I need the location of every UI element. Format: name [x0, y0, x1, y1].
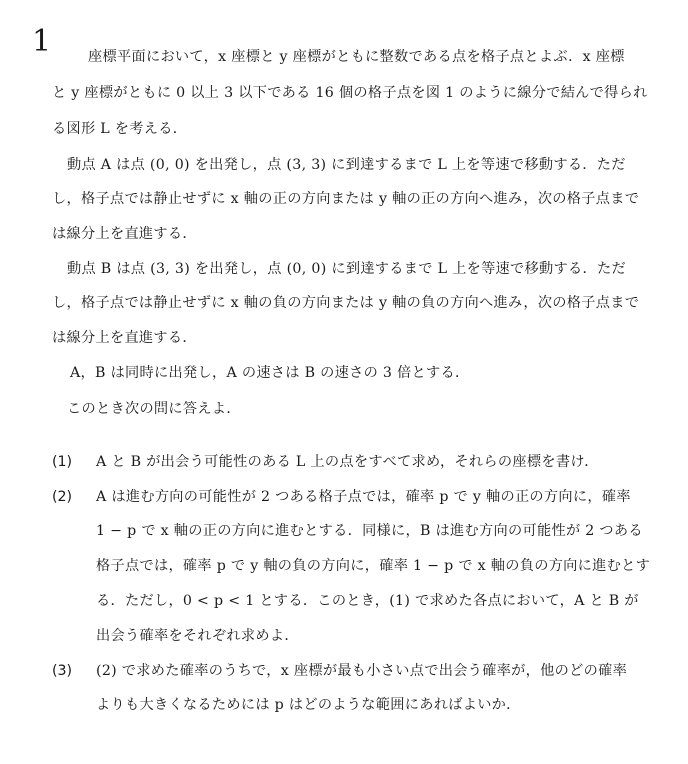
para-b-line-1: 動点 B は点 (3, 3) を出発し，点 (0, 0) に到達するまで L 上を等速で移動する．ただ: [67, 261, 626, 277]
subquestion-2-line-3: 格子点では，確率 p で y 軸の負の方向に，確率 1 − p で x 軸の負の方向に進むとす: [96, 558, 651, 574]
intro-line-1: 座標平面において，x 座標と y 座標がともに整数である点を格子点とよぶ．x 座標: [88, 49, 625, 65]
para-b-line-2: し，格子点では静止せずに x 軸の負の方向または y 軸の負の方向へ進み，次の格子点まで: [52, 295, 640, 311]
subquestion-3-label: (3): [52, 663, 73, 679]
subquestion-2-line-2: 1 − p で x 軸の正の方向に進むとする．同様に，B は進む方向の可能性が 2 つある: [96, 523, 643, 539]
subquestion-1-label: (1): [52, 454, 73, 470]
speed-statement: A，B は同時に出発し，A の速さは B の速さの 3 倍とする．: [70, 365, 470, 381]
subquestion-1-line-1: A と B が出会う可能性のある L 上の点をすべて求め，それらの座標を書け．: [96, 454, 599, 470]
subquestion-3-line-1: (2) で求めた確率のうちで，x 座標が最も小さい点で出会う確率が，他のどの確率: [96, 663, 628, 679]
subquestion-2-label: (2): [52, 489, 73, 505]
para-a-line-2: し，格子点では静止せずに x 軸の正の方向または y 軸の正の方向へ進み，次の格子点まで: [52, 191, 640, 207]
subquestion-3-line-2: よりも大きくなるためには p はどのような範囲にあればよいか．: [96, 697, 521, 713]
intro-line-3: る図形 L を考える．: [52, 121, 188, 137]
problem-number: 1: [32, 24, 52, 59]
para-b-line-3: は線分上を直進する．: [52, 330, 197, 346]
ask-statement: このとき次の問に答えよ．: [67, 401, 241, 417]
para-a-line-3: は線分上を直進する．: [52, 226, 197, 242]
para-a-line-1: 動点 A は点 (0, 0) を出発し，点 (3, 3) に到達するまで L 上を等速で移動する．ただ: [67, 157, 626, 173]
intro-line-2: と y 座標がともに 0 以上 3 以下である 16 個の格子点を図 1 のように線分で結んで得られ: [52, 85, 648, 101]
subquestion-2-line-4: る．ただし，0 < p < 1 とする．このとき，(1) で求めた各点において，A と B が: [96, 593, 639, 609]
subquestion-2-line-1: A は進む方向の可能性が 2 つある格子点では，確率 p で y 軸の正の方向に，確率: [96, 489, 631, 505]
subquestion-2-line-5: 出会う確率をそれぞれ求めよ．: [96, 628, 299, 644]
